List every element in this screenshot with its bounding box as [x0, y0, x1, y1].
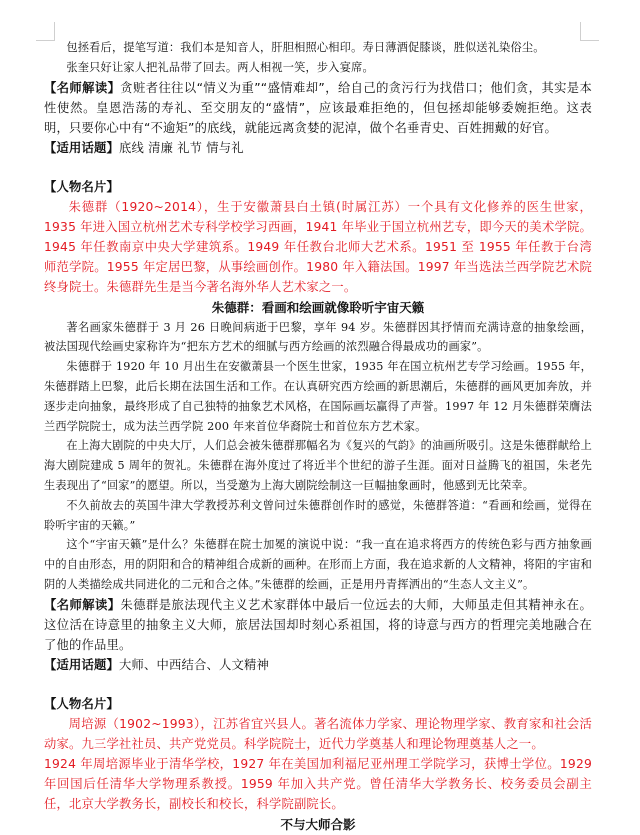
comment-paragraph — [44, 595, 592, 655]
card-label: 【人物名片】 — [44, 696, 119, 711]
article-title: 不与大师合影 — [280, 816, 356, 832]
topic-label: 【适用话题】 — [44, 140, 119, 155]
comment-label: 【名师解读】 — [44, 80, 121, 95]
comment-paragraph — [44, 78, 592, 138]
article-paragraph: 在上海大剧院的中央大厅，人们总会被朱德群那幅名为《复兴的气韵》的油画所吸引。这是朱德群献给上海大剧院建成 5 周年的贺礼。朱德群在海外度过了将近半个世纪的游子生涯。面对日益腾飞的祖国，朱老先生表现出了“回家”的愿望。所以，当受邀为上海大剧院绘制这一巨幅抽象画时，他感到无比荣幸。 — [44, 439, 592, 492]
card-label: 【人物名片】 — [44, 179, 119, 194]
topic-paragraph — [44, 138, 592, 158]
topic-text: 底线 清廉 礼节 情与礼 — [118, 140, 244, 155]
story-line: 包拯看后，提笔写道：我们本是知音人，肝胆相照心相印。寿日薄酒促膝谈，胜似送礼染俗尘。 — [66, 41, 545, 54]
topic-label: 【适用话题】 — [44, 657, 119, 672]
spacer — [44, 675, 592, 694]
article-title: 朱德群：看画和绘画就像聆听宇宙天籁 — [211, 299, 425, 315]
card-text: 朱德群（1920~2014），生于安徽萧县白土镇(时属江苏）一个具有文化修养的医生世家，1935 年进入国立杭州艺术专科学校学习西画，1941 年毕业于国立杭州艺专，即今天的美术学院。1945 年任教南京中央大学建筑系。1949 年任教台北师大艺术系。1951 至 1955 年任教于台湾师范学院。1955 年定居巴黎，从事绘画创作。1980 年入籍法国。1997 年当选法兰西学院艺术院终身院士。朱德群先生是当今著名海外华人艺术家之一。 — [44, 199, 592, 294]
article-paragraph: 著名画家朱德群于 3 月 26 日晚间病逝于巴黎，享年 94 岁。朱德群因其抒情而充满诗意的抽象绘画，被法国现代绘画史家称许为“把东方艺术的细腻与西方绘画的浓烈融合得最成功的画家”。 — [44, 320, 592, 354]
card-text: 周培源（1902~1993），江苏省宜兴县人。著名流体力学家、理论物理学家、教育家和社会活动家。九三学社社员、共产党党员。科学院院士，近代力学奠基人和理论物理奠基人之一。 — [44, 716, 592, 751]
document-page — [44, 38, 592, 835]
comment-text: 贪赃者往往以“情义为重”“盛情难却”，给自己的贪污行为找借口；他们贪，其实是本性使然。皇恩浩荡的寿礼、至交朋友的“盛情”，应该最难拒绝的，但包拯却能够委婉拒绝。这表明，只要你心中有“不逾矩”的底线，就能远离贪婪的泥淖，做个名垂青史、百姓拥戴的好官。 — [44, 80, 592, 135]
article-paragraph: 不久前故去的英国牛津大学教授苏利文曾问过朱德群创作时的感觉，朱德群答道：“看画和绘画，觉得在聆听宇宙的天籁。” — [44, 498, 592, 532]
comment-text: 朱德群是旅法现代主义艺术家群体中最后一位远去的大师，大师虽走但其精神永在。这位活在诗意里的抽象主义大师，旅居法国却时刻心系祖国，将的诗意与西方的哲理完美地融合在了他的作品里。 — [44, 597, 592, 652]
article-paragraph: 朱德群于 1920 年 10 月出生在安徽萧县一个医生世家，1935 年在国立杭州艺专学习绘画。1955 年，朱德群踏上巴黎，此后长期在法国生活和工作。在认真研究西方绘画的新思潮后，朱德群的画风更加奔放，并逐步走向抽象，最终形成了自己独特的抽象艺术风格，在国际画坛赢得了声誉。1997 年 12 月朱德群荣膺法兰西学院院士，成为法兰西学院 200 年来首位华裔院士和首位东方艺术家。 — [44, 360, 592, 433]
comment-label: 【名师解读】 — [44, 597, 121, 612]
card-text: 1924 年周培源毕业于清华学校，1927 年在美国加利福尼亚州理工学院学习，获博士学位。1929 年回国后任清华大学物理系教授。1959 年加入共产党。曾任清华大学教务长、校务委员会副主任，北京大学教务长，副校长和校长，科学院副院长。 — [44, 756, 592, 811]
topic-paragraph — [44, 655, 592, 675]
topic-text: 大师、中西结合、人文精神 — [118, 657, 269, 672]
spacer — [44, 158, 592, 177]
article-paragraph: 这个“宇宙天籁”是什么？朱德群在院士加冕的演说中说：“我一直在追求将西方的传统色彩与西方抽象画中的自由形态，用的阴阳和合的精神组合成新的画种。在形而上方面，我在追求新的人文精神，将阳的宇宙和阴的人类描绘成共同进化的二元和合之体。”朱德群的绘画，正是用丹青挥洒出的“生态人文主义”。 — [44, 538, 592, 591]
story-line: 张奎只好让家人把礼品带了回去。两人相视一笑，步入宴席。 — [66, 60, 374, 74]
